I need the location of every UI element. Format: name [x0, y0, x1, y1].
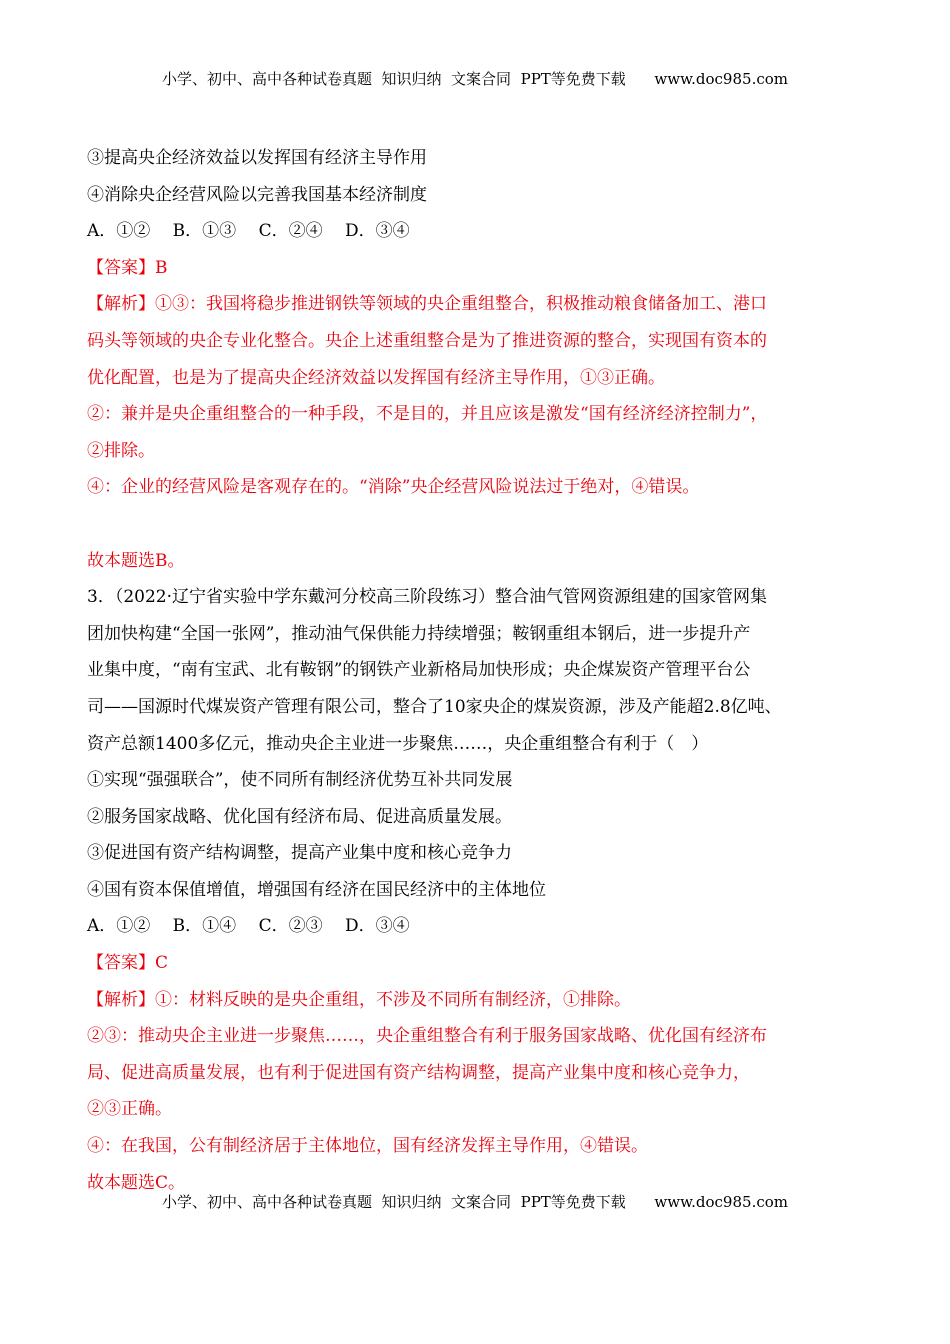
page-footer: 小学、初中、高中各种试卷真题 知识归纳 文案合同 PPT等免费下载 www.doc985.com	[161, 1193, 788, 1211]
q3-choices: A．①② B．①④ C．②③ D．③④	[87, 916, 410, 937]
q3-option: ②服务国家战略、优化国有经济布局、促进高质量发展。	[87, 806, 512, 827]
q3-stem-line: 业集中度，“南有宝武、北有鞍钢”的钢铁产业新格局加快形成；央企煤炭资产管理平台公	[87, 660, 751, 681]
q3-option: ③促进国有资产结构调整，提高产业集中度和核心竞争力	[87, 843, 512, 864]
q3-stem-line: 团加快构建“全国一张网”，推动油气保供能力持续增强；鞍钢重组本钢后，进一步提升产	[87, 623, 751, 644]
q3-answer: 【答案】C	[87, 953, 169, 974]
q2-analysis-line: 【解析】①③：我国将稳步推进钢铁等领域的央企重组整合，积极推动粮食储备加工、港口	[87, 294, 767, 315]
spacer	[87, 506, 877, 543]
q2-answer: 【答案】B	[87, 257, 168, 278]
q2-analysis-line: 优化配置，也是为了提高央企经济效益以发挥国有经济主导作用，①③正确。	[87, 367, 665, 388]
q2-option-4: ④消除央企经营风险以完善我国基本经济制度	[87, 184, 427, 205]
q3-conclusion: 故本题选C。	[87, 1172, 186, 1193]
q3-option: ④国有资本保值增值，增强国有经济在国民经济中的主体地位	[87, 879, 546, 900]
q2-choices: A．①② B．①③ C．②④ D．③④	[87, 221, 410, 242]
q3-option: ①实现“强强联合”，使不同所有制经济优势互补共同发展	[87, 770, 513, 791]
q3-stem-line: 司——国源时代煤炭资产管理有限公司，整合了10家央企的煤炭资源，涉及产能超2.8亿吨、	[87, 696, 782, 717]
q3-stem-line: 资产总额1400多亿元，推动央企主业进一步聚焦……，央企重组整合有利于（ ）	[87, 733, 709, 754]
q2-analysis-line: ②：兼并是央企重组整合的一种手段，不是目的，并且应该是激发“国有经济经济控制力”，	[87, 404, 768, 425]
q2-conclusion: 故本题选B。	[87, 550, 185, 571]
q2-option-3: ③提高央企经济效益以发挥国有经济主导作用	[87, 148, 427, 168]
q3-analysis-line: 局、促进高质量发展，也有利于促进国有资产结构调整，提高产业集中度和核心竞争力，	[87, 1062, 750, 1083]
q2-analysis-line: ②排除。	[87, 440, 155, 461]
document-body	[87, 140, 877, 1201]
q3-analysis-line: 【解析】①：材料反映的是央企重组，不涉及不同所有制经济，①排除。	[87, 989, 631, 1010]
q2-analysis-line: ④：企业的经营风险是客观存在的。“消除”央企经营风险说法过于绝对，④错误。	[87, 477, 700, 498]
q3-analysis-line: ②③正确。	[87, 1099, 172, 1120]
q2-analysis-line: 码头等领域的央企专业化整合。央企上述重组整合是为了推进资源的整合，实现国有资本的	[87, 330, 767, 351]
q3-analysis-line: ②③：推动央企主业进一步聚焦……，央企重组整合有利于服务国家战略、优化国有经济布	[87, 1026, 767, 1047]
q3-analysis-line: ④：在我国，公有制经济居于主体地位，国有经济发挥主导作用，④错误。	[87, 1136, 648, 1157]
q3-stem-line: 3．（2022·辽宁省实验中学东戴河分校高三阶段练习）整合油气管网资源组建的国家管网集	[87, 587, 767, 608]
page-header: 小学、初中、高中各种试卷真题 知识归纳 文案合同 PPT等免费下载 www.doc985.com	[161, 70, 788, 88]
